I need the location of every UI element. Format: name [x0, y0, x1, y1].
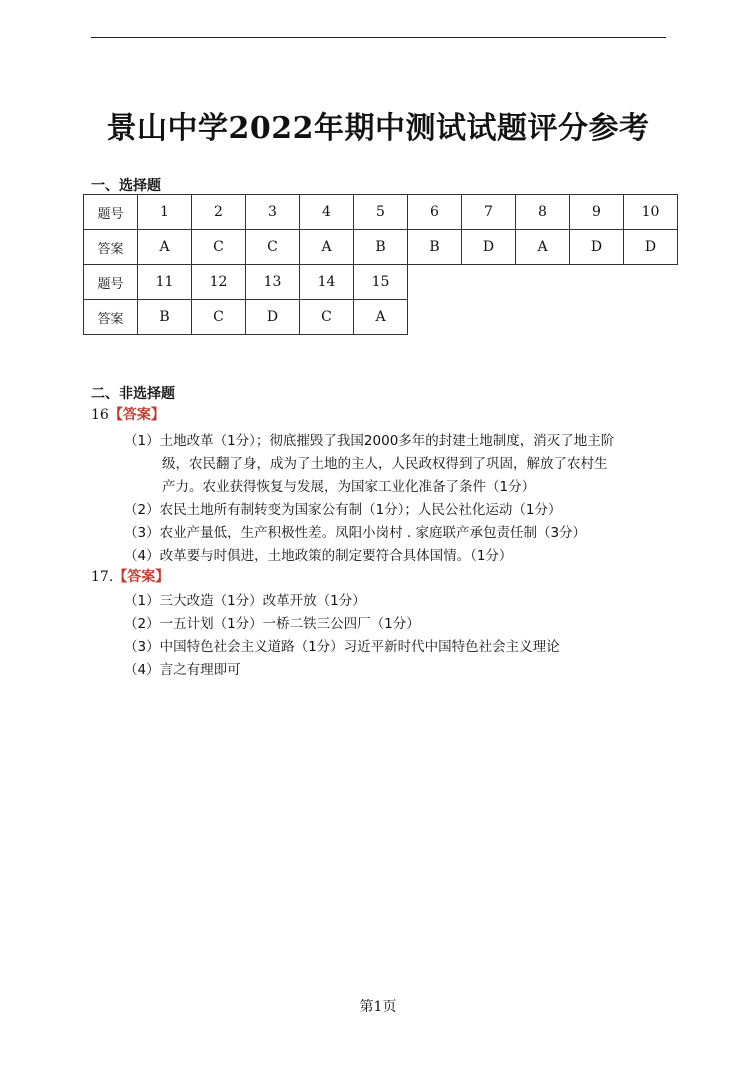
- answer-line: （3）中国特色社会主义道路（1分）习近平新时代中国特色社会主义理论: [124, 639, 560, 655]
- table-cell: 9: [570, 195, 624, 230]
- table-row-answers: [84, 230, 678, 265]
- table-cell: 8: [516, 195, 570, 230]
- table-cell: A: [138, 230, 192, 265]
- table-cell: 1: [138, 195, 192, 230]
- row-label: 答案: [84, 230, 138, 265]
- answer-tag: 【答案】: [108, 407, 165, 423]
- answer-line: （1）三大改造（1分）改革开放（1分）: [124, 593, 366, 609]
- table-cell: A: [516, 230, 570, 265]
- question-number: 17.: [91, 569, 114, 585]
- table-cell: 5: [354, 195, 408, 230]
- table-row-answers: [84, 300, 408, 335]
- row-label: 题号: [84, 265, 138, 300]
- answer-table-1: [83, 194, 678, 265]
- table-cell: 13: [246, 265, 300, 300]
- answer-line: （2）一五计划（1分）一桥二铁三公四厂（1分）: [124, 616, 420, 632]
- answer-line: （2）农民土地所有制转变为国家公有制（1分）；人民公社化运动（1分）: [124, 502, 562, 518]
- answer-table-2: [83, 264, 408, 335]
- answer-line: 产力。农业获得恢复与发展，为国家工业化准备了条件（1分）: [162, 479, 536, 495]
- question-number: 16: [91, 407, 109, 423]
- header-rule: [91, 37, 666, 38]
- table-cell: 4: [300, 195, 354, 230]
- table-cell: A: [354, 300, 408, 335]
- answer-line: （3）农业产量低，生产积极性差。凤阳小岗村 . 家庭联产承包责任制（3分）: [124, 525, 587, 541]
- row-label: 答案: [84, 300, 138, 335]
- table-row-numbers: [84, 265, 408, 300]
- table-cell: D: [462, 230, 516, 265]
- table-cell: 14: [300, 265, 354, 300]
- question-17-heading: [91, 566, 169, 586]
- answer-line: （4）言之有理即可: [124, 662, 241, 678]
- answer-line: （1）土地改革（1分）；彻底摧毁了我国2000多年的封建土地制度，消灭了地主阶: [124, 433, 615, 449]
- table-cell: A: [300, 230, 354, 265]
- table-cell: D: [246, 300, 300, 335]
- table-cell: C: [246, 230, 300, 265]
- row-label: 题号: [84, 195, 138, 230]
- table-cell: 15: [354, 265, 408, 300]
- table-cell: 12: [192, 265, 246, 300]
- table-cell: 2: [192, 195, 246, 230]
- table-cell: C: [192, 230, 246, 265]
- table-cell: D: [624, 230, 678, 265]
- table-cell: 7: [462, 195, 516, 230]
- table-row-numbers: [84, 195, 678, 230]
- table-cell: B: [408, 230, 462, 265]
- table-cell: 10: [624, 195, 678, 230]
- section-heading-nonchoice: 二、非选择题: [91, 386, 175, 402]
- table-cell: C: [300, 300, 354, 335]
- question-16-heading: [91, 404, 165, 424]
- table-cell: D: [570, 230, 624, 265]
- table-cell: C: [192, 300, 246, 335]
- table-cell: B: [354, 230, 408, 265]
- table-cell: 11: [138, 265, 192, 300]
- section-heading-choice: 一、选择题: [91, 178, 161, 194]
- page-title: 景山中学2022年期中测试试题评分参考: [106, 111, 650, 146]
- answer-line: （4）改革要与时俱进，土地政策的制定要符合具体国情。（1分）: [124, 548, 513, 564]
- table-cell: 6: [408, 195, 462, 230]
- table-cell: 3: [246, 195, 300, 230]
- answer-tag: 【答案】: [113, 569, 170, 585]
- answer-line: 级，农民翻了身，成为了土地的主人，人民政权得到了巩固，解放了农村生: [162, 456, 608, 472]
- table-cell: B: [138, 300, 192, 335]
- page-number: 第1页: [359, 999, 397, 1015]
